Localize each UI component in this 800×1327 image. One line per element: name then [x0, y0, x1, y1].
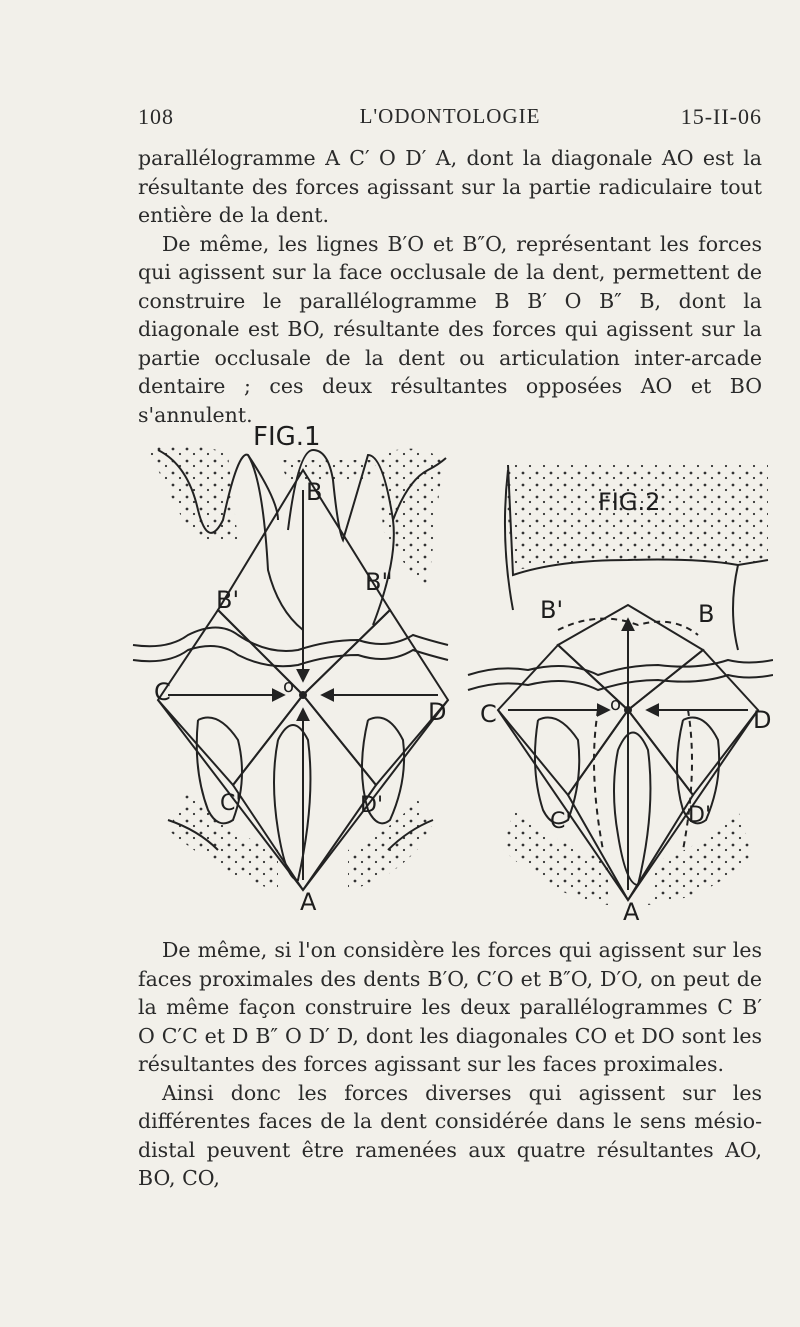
paragraph: De même, si l'on considère les forces qui agissent sur les faces proximales des dents B′O, C′O et B″O, D′O, on peut de la même façon construire les deux parallélogrammes C B′ O C′C et D B″ O D′ D, dont les diagonales CO et DO sont les résultantes des forces agissant sur les faces proximales.	[138, 938, 762, 1076]
body-text-bottom	[138, 936, 762, 1193]
fig1-caption: FIG.1	[253, 422, 321, 452]
body-text-top	[138, 144, 762, 429]
running-header	[138, 104, 762, 138]
tooth-force-diagrams	[128, 410, 773, 925]
page-number: 108	[138, 104, 174, 129]
fig2-caption: FIG.2	[598, 488, 661, 516]
figure-2	[468, 465, 773, 905]
paragraph: Ainsi donc les forces diverses qui agissent sur les différentes faces de la dent considérée dans le sens mésio-distal peuvent être ramenées aux quatre résultantes AO, BO, CO,	[138, 1080, 762, 1190]
fig1-label-c: C	[154, 678, 171, 706]
running-title: L'ODONTOLOGIE	[359, 104, 541, 128]
fig1-label-o: o	[283, 676, 295, 697]
fig2-label-a: A	[623, 898, 640, 925]
paragraph: De même, les lignes B′O et B″O, représentant les forces qui agissent sur la face occlusale de la dent, permettent de construire le parallélogramme B B′ O B″ B, dont la diagonale est BO, résultante des forces qui agissent sur la partie occlusale de la dent ou articulation inter-arcade dentaire ; ces deux résultantes opposées AO et BO s'annulent.	[138, 231, 762, 427]
fig2-label-o: o	[610, 694, 622, 715]
fig1-label-d-prime: D'	[360, 793, 383, 818]
issue-date: 15-II-06	[680, 104, 762, 129]
figure-1	[133, 444, 448, 890]
figure-block	[128, 410, 773, 925]
fig1-label-b-prime: B'	[216, 586, 240, 614]
fig1-label-a: A	[300, 888, 317, 916]
fig2-label-d-prime: D'	[688, 803, 711, 828]
fig2-label-c: C	[480, 700, 497, 728]
fig2-label-c-prime: C'	[550, 809, 572, 834]
fig1-label-b-double-prime: B"	[365, 568, 393, 596]
fig2-label-d: D	[753, 706, 772, 734]
fig1-label-c-prime: C'	[220, 791, 242, 816]
paragraph: parallélogramme A C′ O D′ A, dont la diagonale AO est la résultante des forces agissant sur la partie radiculaire tout entière de la dent.	[138, 146, 762, 227]
fig1-label-d: D	[428, 698, 447, 726]
fig1-label-b: B	[306, 478, 323, 506]
fig2-label-b-prime: B'	[540, 596, 564, 624]
fig2-label-b: B	[698, 600, 715, 628]
